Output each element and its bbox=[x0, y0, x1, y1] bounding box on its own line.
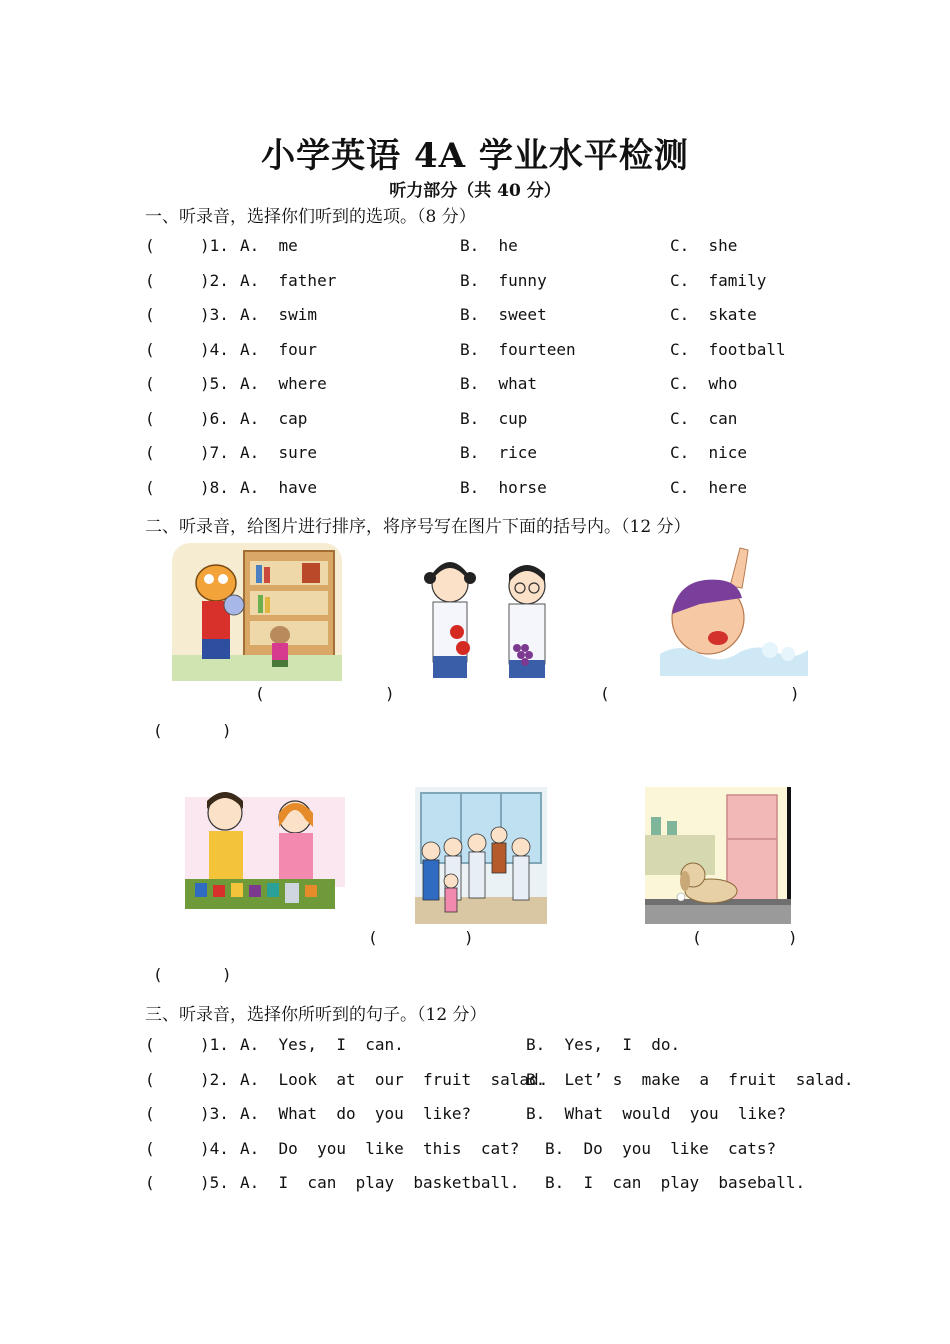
question-row bbox=[145, 374, 825, 400]
answer-paren-open: ( bbox=[145, 443, 155, 462]
question-number: )4. bbox=[200, 1139, 229, 1158]
question-row bbox=[145, 478, 825, 504]
question-number: )3. bbox=[200, 1104, 229, 1123]
answer-paren-close: ) bbox=[790, 684, 800, 703]
page-title: 小学英语 4A 学业水平检测 bbox=[261, 136, 689, 176]
answer-paren-open: ( bbox=[600, 684, 610, 703]
option-b: B. cup bbox=[460, 409, 528, 428]
option-a: A. What do you like? bbox=[240, 1104, 472, 1123]
answer-paren-open: ( bbox=[153, 965, 163, 984]
question-row bbox=[145, 305, 825, 331]
answer-paren-open: ( bbox=[368, 928, 378, 947]
option-b: B. I can play baseball. bbox=[545, 1173, 806, 1192]
picture-apples-grapes bbox=[415, 556, 575, 681]
option-b: B. horse bbox=[460, 478, 547, 497]
option-b: B. Do you like cats? bbox=[545, 1139, 777, 1158]
option-a: A. father bbox=[240, 271, 337, 290]
option-a: A. have bbox=[240, 478, 318, 497]
question-row bbox=[145, 340, 825, 366]
picture-classroom-children bbox=[415, 787, 547, 924]
question-number: )4. bbox=[200, 340, 229, 359]
question-number: )3. bbox=[200, 305, 229, 324]
option-a: A. where bbox=[240, 374, 327, 393]
question-row bbox=[145, 409, 825, 435]
option-b: B. he bbox=[460, 236, 518, 255]
answer-paren-open: ( bbox=[145, 1035, 155, 1054]
option-a: A. sure bbox=[240, 443, 318, 462]
sentence-question-row bbox=[145, 1104, 825, 1130]
option-b: B. sweet bbox=[460, 305, 547, 324]
option-a: A. Look at our fruit salad. bbox=[240, 1070, 549, 1089]
answer-paren-open: ( bbox=[145, 1139, 155, 1158]
option-b: B. rice bbox=[460, 443, 538, 462]
question-row bbox=[145, 271, 825, 297]
answer-paren-open: ( bbox=[145, 374, 155, 393]
option-c: C. she bbox=[670, 236, 738, 255]
picture-cat-mouse-bookshelf bbox=[172, 543, 342, 681]
answer-paren-open: ( bbox=[145, 271, 155, 290]
sentence-question-row bbox=[145, 1139, 825, 1165]
answer-paren-open: ( bbox=[153, 721, 163, 740]
option-c: C. can bbox=[670, 409, 738, 428]
question-number: )6. bbox=[200, 409, 229, 428]
option-c: C. who bbox=[670, 374, 738, 393]
option-c: C. family bbox=[670, 271, 767, 290]
answer-paren-open: ( bbox=[145, 236, 155, 255]
answer-paren-open: ( bbox=[145, 478, 155, 497]
option-a: A. cap bbox=[240, 409, 308, 428]
question-number: )5. bbox=[200, 1173, 229, 1192]
part2-heading: 二、听录音，给图片进行排序，将序号写在图片下面的括号内。（12 分） bbox=[145, 517, 691, 537]
picture-teacher-toys bbox=[185, 787, 345, 917]
option-c: C. skate bbox=[670, 305, 757, 324]
answer-paren-open: ( bbox=[145, 340, 155, 359]
option-b: B. Yes, I do. bbox=[526, 1035, 681, 1054]
option-b: B. Let’ s make a fruit salad. bbox=[526, 1070, 854, 1089]
picture-dog-kitchen bbox=[645, 787, 791, 924]
picture-boy-swimming bbox=[660, 546, 808, 676]
option-c: C. here bbox=[670, 478, 748, 497]
sentence-question-row bbox=[145, 1035, 825, 1061]
answer-paren-close: ) bbox=[464, 928, 474, 947]
option-a: A. I can play basketball. bbox=[240, 1173, 520, 1192]
option-b: B. fourteen bbox=[460, 340, 576, 359]
answer-paren-open: ( bbox=[145, 409, 155, 428]
answer-paren-open: ( bbox=[145, 1070, 155, 1089]
part1-heading: 一、听录音，选择你们听到的选项。（8 分） bbox=[145, 207, 476, 227]
answer-paren-close: ) bbox=[385, 684, 395, 703]
option-a: A. Yes, I can. bbox=[240, 1035, 404, 1054]
answer-paren-open: ( bbox=[145, 1173, 155, 1192]
question-row bbox=[145, 443, 825, 469]
question-number: )8. bbox=[200, 478, 229, 497]
question-number: )1. bbox=[200, 236, 229, 255]
answer-paren-open: ( bbox=[255, 684, 265, 703]
question-number: )1. bbox=[200, 1035, 229, 1054]
option-b: B. funny bbox=[460, 271, 547, 290]
listening-section-title: 听力部分（共 40 分） bbox=[389, 181, 561, 201]
question-number: )5. bbox=[200, 374, 229, 393]
option-c: C. nice bbox=[670, 443, 748, 462]
answer-paren-open: ( bbox=[145, 305, 155, 324]
answer-paren-open: ( bbox=[692, 928, 702, 947]
option-a: A. Do you like this cat? bbox=[240, 1139, 520, 1158]
part3-heading: 三、听录音，选择你所听到的句子。（12 分） bbox=[145, 1005, 487, 1025]
option-a: A. four bbox=[240, 340, 318, 359]
answer-paren-close: ) bbox=[222, 721, 232, 740]
question-number: )7. bbox=[200, 443, 229, 462]
answer-paren-close: ) bbox=[788, 928, 798, 947]
option-a: A. swim bbox=[240, 305, 318, 324]
option-b: B. What would you like? bbox=[526, 1104, 787, 1123]
option-c: C. football bbox=[670, 340, 786, 359]
question-number: )2. bbox=[200, 271, 229, 290]
option-a: A. me bbox=[240, 236, 298, 255]
sentence-question-row bbox=[145, 1173, 825, 1199]
answer-paren-close: ) bbox=[222, 965, 232, 984]
sentence-question-row bbox=[145, 1070, 854, 1096]
question-number: )2. bbox=[200, 1070, 229, 1089]
option-b: B. what bbox=[460, 374, 538, 393]
question-row bbox=[145, 236, 825, 262]
answer-paren-open: ( bbox=[145, 1104, 155, 1123]
